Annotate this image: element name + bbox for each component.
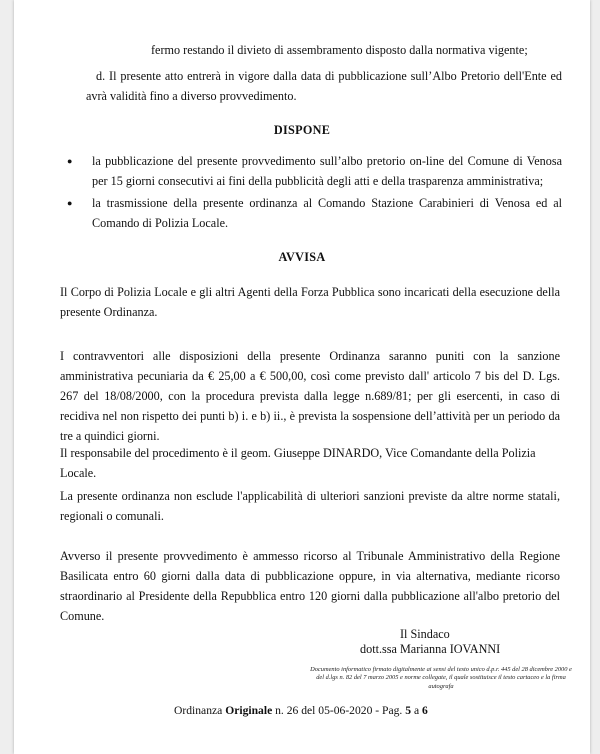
continuation-line: fermo restando il divieto di assembramento disposto dalla normativa vigente; xyxy=(151,43,528,57)
bullet-icon: ● xyxy=(67,156,73,166)
footer-middle: n. 26 del 05-06-2020 - Pag. xyxy=(275,704,403,717)
footer-bold-word: Originale xyxy=(225,704,273,717)
paragraph-appeal: Avverso il presente provvedimento è ammesso ricorso al Tribunale Amministrativo della Regione Basilicata entro 60 giorni dalla data di pubblicazione oppure, in via alternativa, mediante ricorso straordinario al Presidente della Repubblica entro 120 giorni dalla pubblicazione all'albo pretorio del Comune. xyxy=(60,549,560,623)
signature-title: Il Sindaco xyxy=(400,627,450,641)
paragraph-execution: Il Corpo di Polizia Locale e gli altri Agenti della Forza Pubblica sono incaricati della esecuzione della presente Ordinanza. xyxy=(60,285,560,319)
paragraph-other-sanctions: La presente ordinanza non esclude l'applicabilità di ulteriori sanzioni previste da altre norme statali, regionali o comunali. xyxy=(60,489,560,523)
heading-avvisa: AVVISA xyxy=(278,250,326,264)
page-footer xyxy=(174,701,494,721)
digital-signature-note: Documento informatico firmato digitalmente ai sensi del testo unico d.p.r. 445 del 28 dicembre 2000 e del d.lgs n. 82 del 7 marzo 2005 e norme collegate, il quale sostituisce il testo cartaceo e la firma autografa xyxy=(310,666,572,690)
paragraph-responsible: Il responsabile del procedimento è il geom. Giuseppe DINARDO, Vice Comandante della Polizia Locale. xyxy=(60,446,536,480)
paragraph-sanctions: I contravventori alle disposizioni della presente Ordinanza saranno puniti con la sanzione amministrativa pecuniaria da € 25,00 a € 500,00, così come previsto dall' articolo 7 bis del D. Lgs. 267 del 18/08/2000, con la procedura prevista dalla legge n.689/81; per gli esercenti, in caso di recidiva nel non rispetto dei punti b) i. e b) ii., è prevista la sospensione dell’attività per un periodo da tre a quindici giorni. xyxy=(60,349,560,443)
dispone-list xyxy=(67,151,562,233)
list-item-text: la pubblicazione del presente provvedimento sull’albo pretorio on-line del Comune di Venosa per 15 giorni consecutivi ai fini della pubblicità degli atti e della trasparenza amministrativa; xyxy=(92,154,562,188)
signature-name: dott.ssa Marianna IOVANNI xyxy=(360,642,501,656)
heading-dispone: DISPONE xyxy=(273,123,331,137)
footer-page-total: 6 xyxy=(422,704,428,717)
footer-prefix: Ordinanza xyxy=(174,704,223,717)
footer-page-number: 5 xyxy=(405,704,412,717)
bullet-icon: ● xyxy=(67,198,73,208)
item-d: d. Il presente atto entrerà in vigore dalla data di pubblicazione sull’Albo Pretorio dell'Ente ed avrà validità fino a diverso provvedimento. xyxy=(86,69,562,103)
list-item-text: la trasmissione della presente ordinanza al Comando Stazione Carabinieri di Venosa ed al Comando di Polizia Locale. xyxy=(92,196,562,230)
footer-separator: a xyxy=(413,704,420,717)
document-page xyxy=(14,0,590,754)
list-item xyxy=(67,193,562,233)
list-item xyxy=(67,151,562,191)
